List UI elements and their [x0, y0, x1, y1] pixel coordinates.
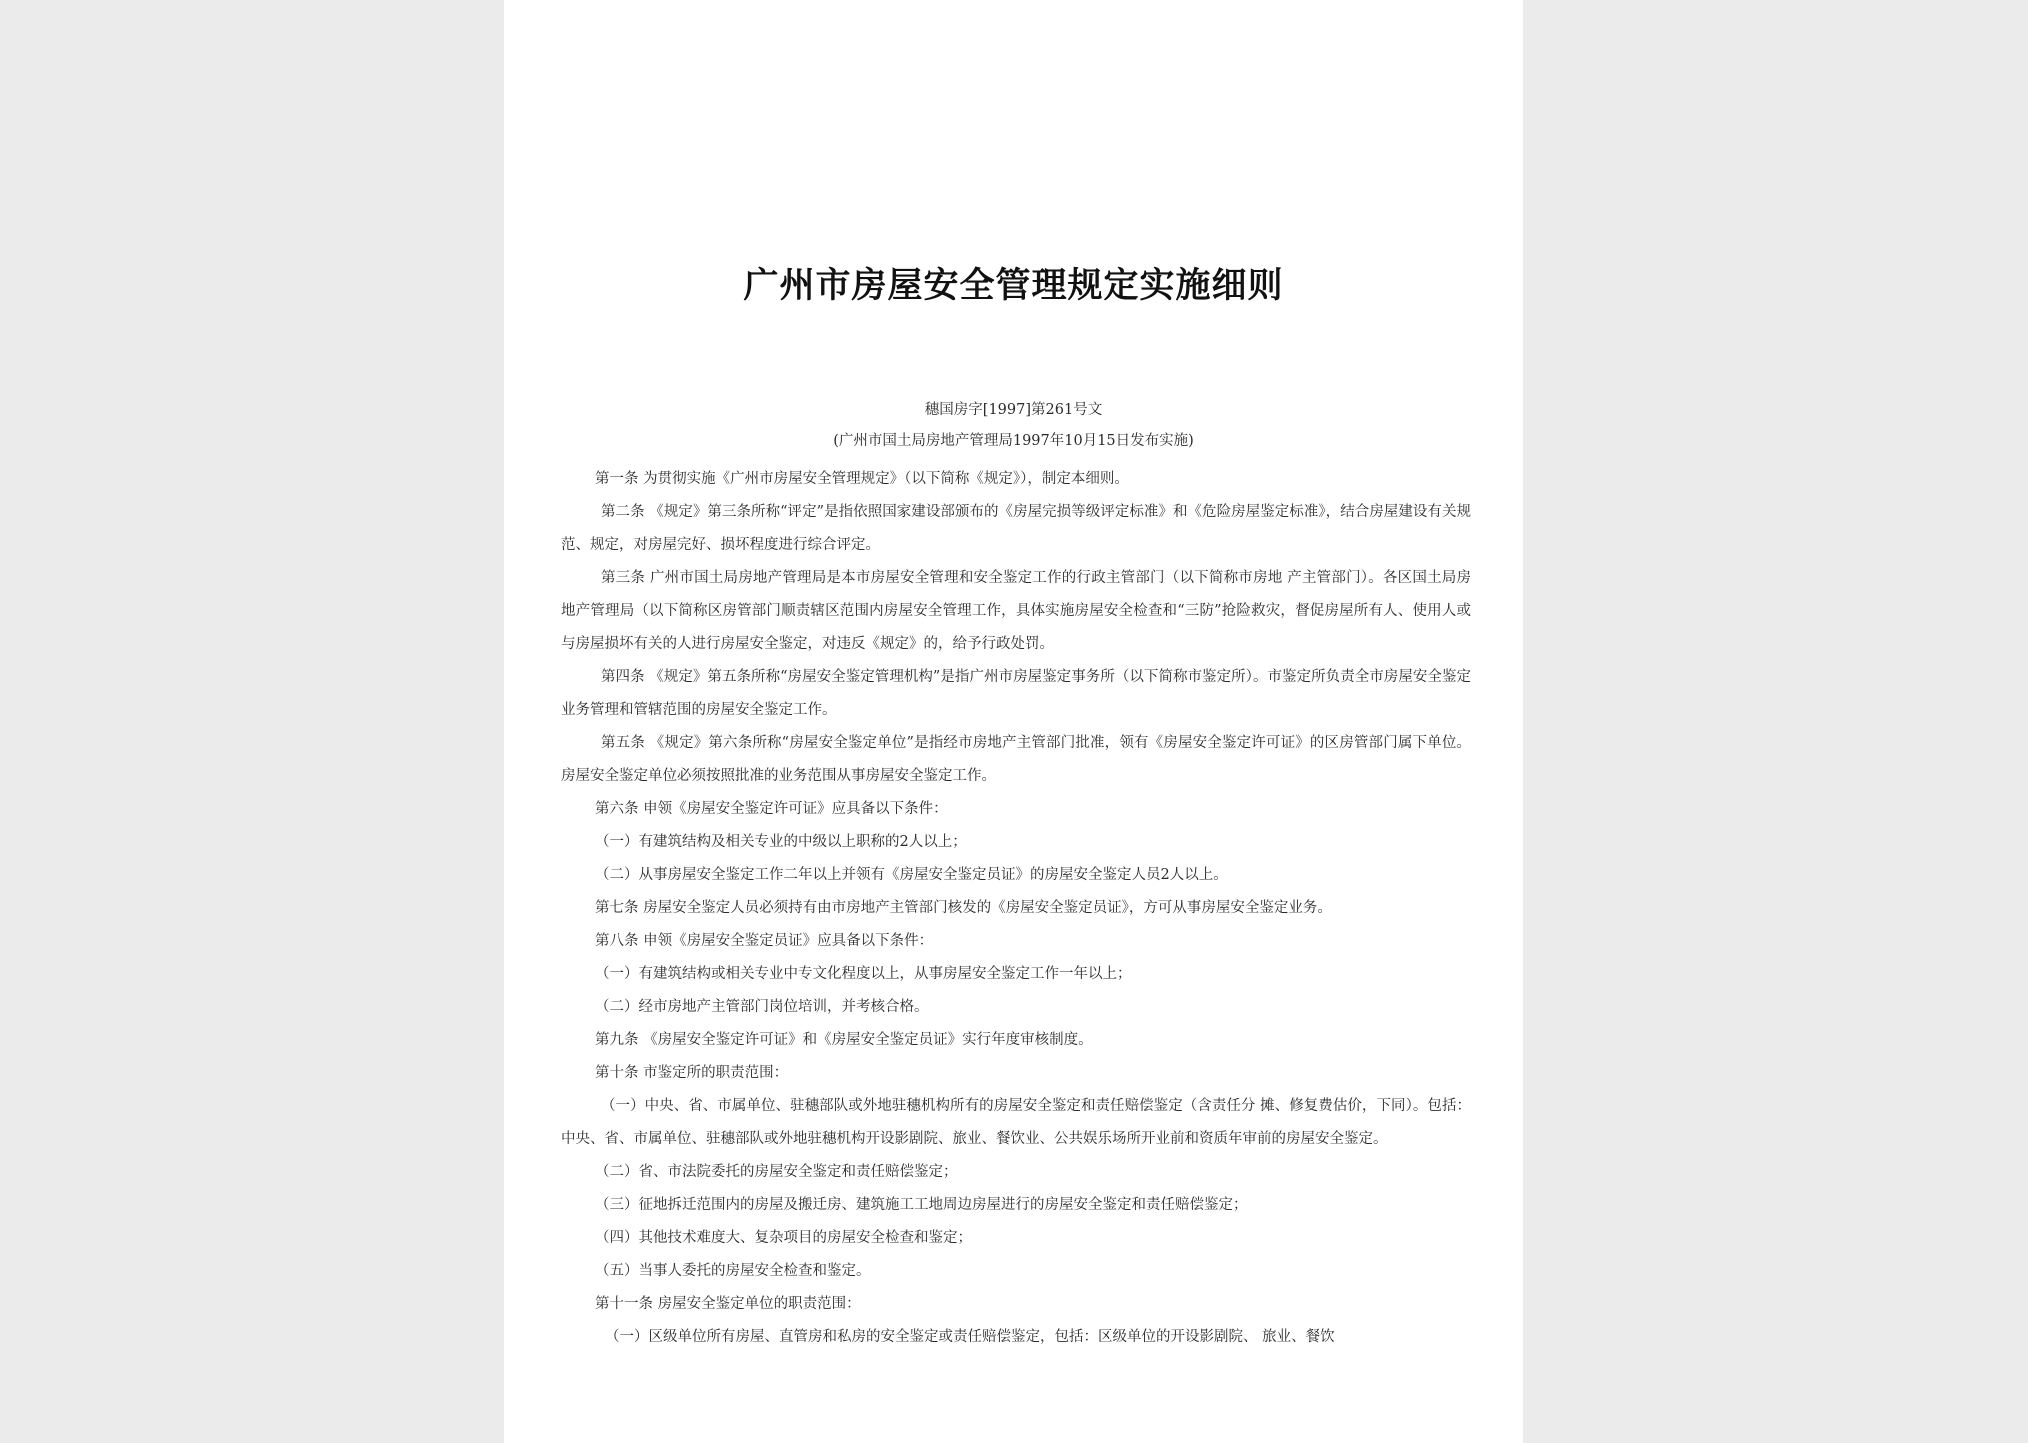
article-11-item-1: （一）区级单位所有房屋、直管房和私房的安全鉴定或责任赔偿鉴定，包括：区级单位的开设影剧院、 旅业、餐饮 [605, 1329, 1335, 1345]
article-10-item-3: （三）征地拆迁范围内的房屋及搬迁房、建筑施工工地周边房屋进行的房屋安全鉴定和责任赔偿鉴定； [595, 1197, 1248, 1213]
issuing-authority: (广州市国土局房地产管理局1997年10月15日发布实施) [833, 433, 1194, 449]
article-4: 第四条 《规定》第五条所称“房屋安全鉴定管理机构”是指广州市房屋鉴定事务所（以下简称市鉴定所）。市鉴定所负责全市房屋安全鉴定业务管理和管辖范围的房屋安全鉴定工作。 [561, 669, 1471, 718]
document-page [504, 0, 1523, 1443]
article-6-item-1: （一）有建筑结构及相关专业的中级以上职称的2人以上； [595, 834, 967, 850]
article-6-item-2: （二）从事房屋安全鉴定工作二年以上并领有《房屋安全鉴定员证》的房屋安全鉴定人员2人以上。 [595, 867, 1228, 883]
article-8: 第八条 申领《房屋安全鉴定员证》应具备以下条件： [595, 933, 934, 949]
article-10-item-5: （五）当事人委托的房屋安全检查和鉴定。 [595, 1263, 871, 1279]
document-title: 广州市房屋安全管理规定实施细则 [743, 265, 1284, 306]
article-3: 第三条 广州市国土局房地产管理局是本市房屋安全管理和安全鉴定工作的行政主管部门（以下简称市房地 产主管部门）。各区国土局房地产管理局（以下简称区房管部门顺责辖区范围内房屋安全管理工作，具体实施房屋安全检查和“三防”抢险救灾，督促房屋所有人、使用人或与房屋损坏有关的人进行房屋安全鉴定，对违反《规定》的，给予行政处罚。 [561, 570, 1471, 652]
article-10-item-1: （一）中央、省、市属单位、驻穗部队或外地驻穗机构所有的房屋安全鉴定和责任赔偿鉴定（含责任分 摊、修复费估价，下同）。包括：中央、省、市属单位、驻穗部队或外地驻穗机构开设影剧院、旅业、餐饮业、公共娱乐场所开业前和资质年审前的房屋安全鉴定。 [561, 1098, 1471, 1147]
article-9: 第九条 《房屋安全鉴定许可证》和《房屋安全鉴定员证》实行年度审核制度。 [595, 1032, 1093, 1048]
document-number: 穗国房字[1997]第261号文 [924, 402, 1103, 418]
document-body [561, 463, 1471, 1354]
article-7: 第七条 房屋安全鉴定人员必须持有由市房地产主管部门核发的《房屋安全鉴定员证》，方可从事房屋安全鉴定业务。 [595, 900, 1332, 916]
article-6: 第六条 申领《房屋安全鉴定许可证》应具备以下条件： [595, 801, 948, 817]
article-10-item-2: （二）省、市法院委托的房屋安全鉴定和责任赔偿鉴定； [595, 1164, 958, 1180]
article-2: 第二条 《规定》第三条所称“评定”是指依照国家建设部颁布的《房屋完损等级评定标准》和《危险房屋鉴定标准》，结合房屋建设有关规范、规定，对房屋完好、损坏程度进行综合评定。 [561, 504, 1471, 553]
article-5: 第五条 《规定》第六条所称“房屋安全鉴定单位”是指经市房地产主管部门批准，领有《房屋安全鉴定许可证》的区房管部门属下单位。房屋安全鉴定单位必须按照批准的业务范围从事房屋安全鉴定工作。 [561, 735, 1471, 784]
article-11: 第十一条 房屋安全鉴定单位的职责范围： [595, 1296, 861, 1312]
article-8-item-2: （二）经市房地产主管部门岗位培训，并考核合格。 [595, 999, 929, 1015]
article-1: 第一条 为贯彻实施《广州市房屋安全管理规定》（以下简称《规定》），制定本细则。 [595, 471, 1129, 487]
article-10-item-4: （四）其他技术难度大、复杂项目的房屋安全检查和鉴定； [595, 1230, 972, 1246]
article-8-item-1: （一）有建筑结构或相关专业中专文化程度以上，从事房屋安全鉴定工作一年以上； [595, 966, 1132, 982]
article-10: 第十条 市鉴定所的职责范围： [595, 1065, 789, 1081]
